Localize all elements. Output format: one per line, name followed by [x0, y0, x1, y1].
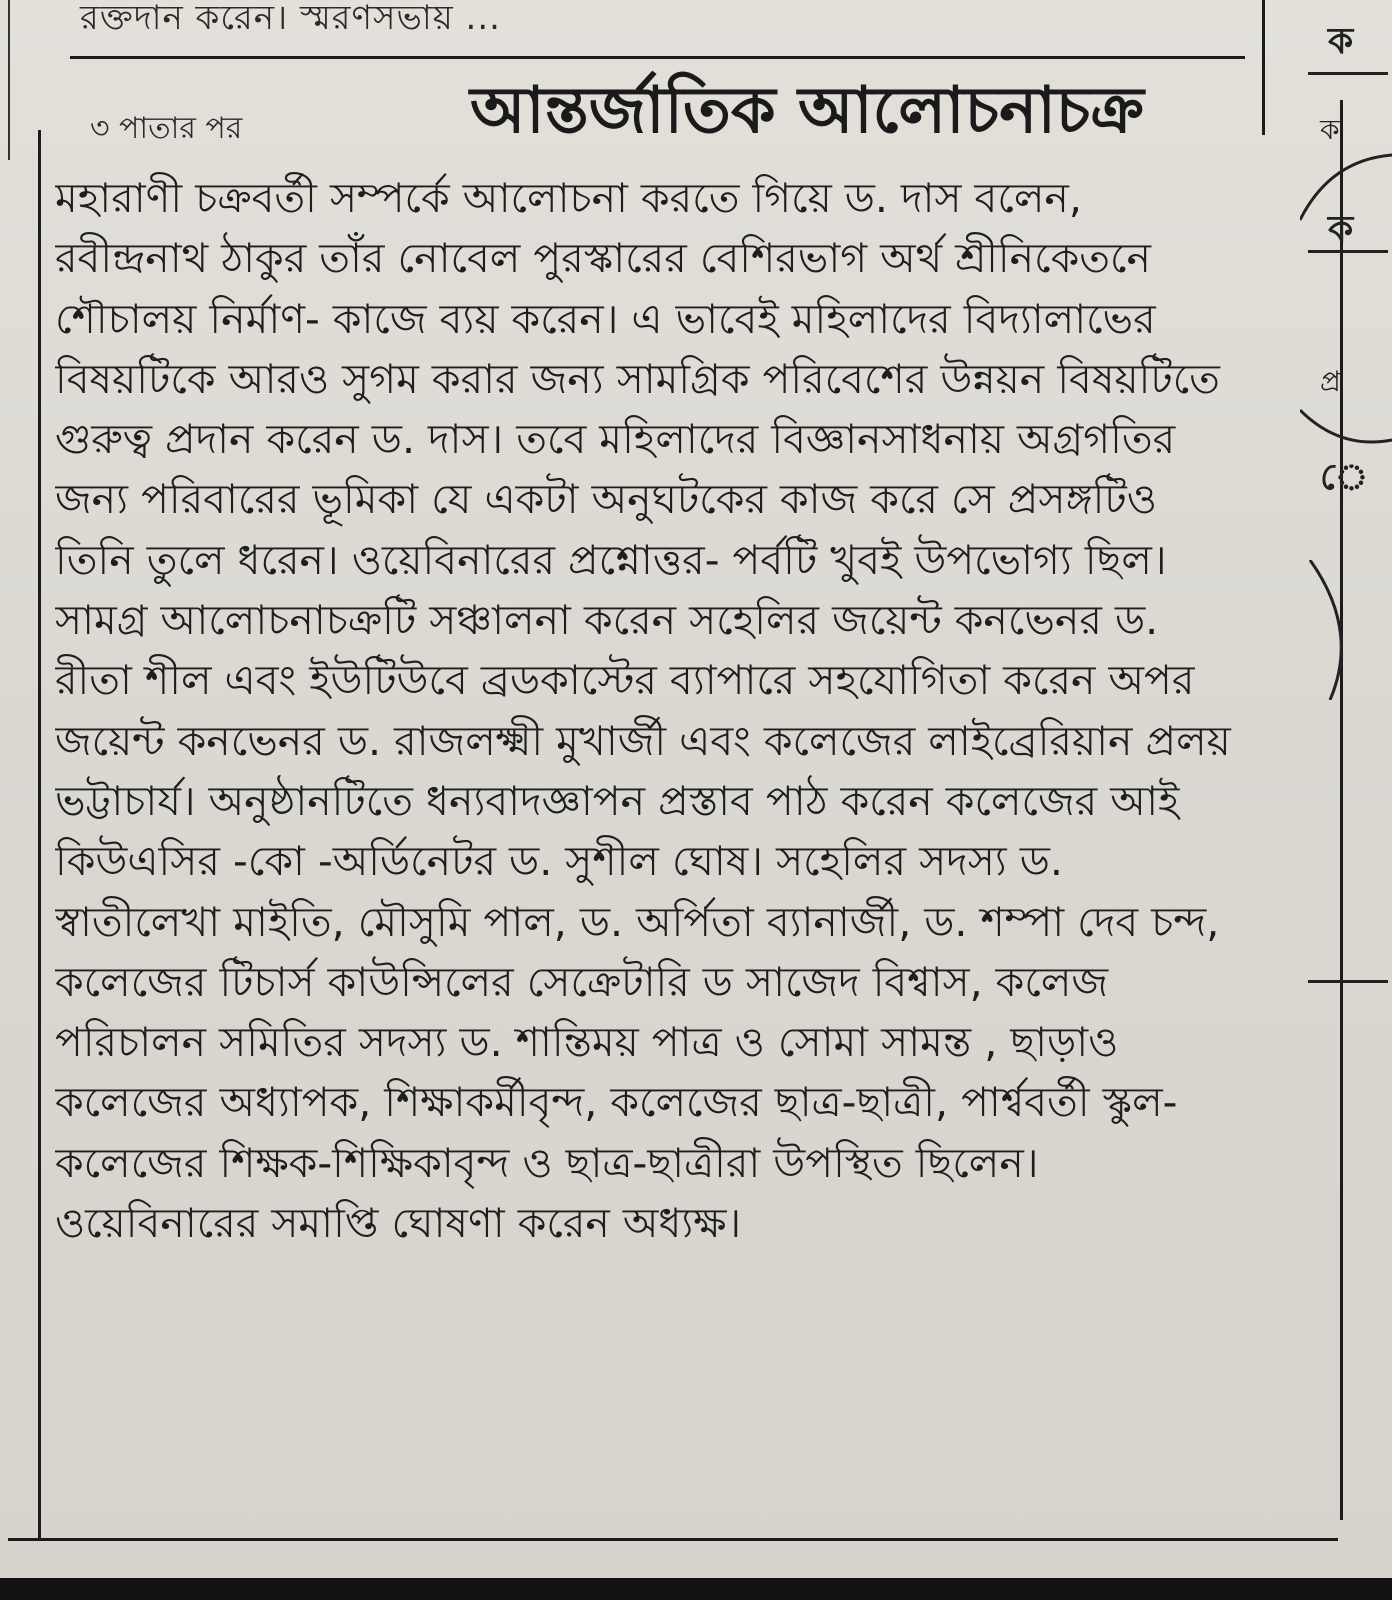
adjacent-box — [1308, 950, 1388, 983]
adjacent-column — [1300, 0, 1392, 1560]
article-line: রীতা শীল এবং ইউটিউবে ব্রডকাস্টের ব্যাপারে সহযোগিতা করেন অপর — [55, 656, 1195, 705]
article-line: কলেজের অধ্যাপক, শিক্ষাকর্মীবৃন্দ, কলেজের ছাত্র-ছাত্রী, পার্শ্ববর্তী স্কুল- — [55, 1078, 1178, 1127]
adjacent-fragment: ক — [1320, 113, 1340, 146]
article-line: স্বাতীলেখা মাইতি, মৌসুমি পাল, ড. অর্পিতা ব্যানার্জী, ড. শম্পা দেব চন্দ, — [55, 897, 1220, 946]
adjacent-box — [1308, 190, 1388, 253]
article-body — [55, 168, 1315, 1253]
adjacent-fragment: ক — [1328, 209, 1354, 250]
article-header — [80, 62, 1260, 152]
adjacent-fragment: প্র — [1320, 365, 1341, 398]
article-line: রবীন্দ্রনাথ ঠাকুর তাঁর নোবেল পুরস্কারের বেশিরভাগ অর্থ শ্রীনিকেতনে — [55, 234, 1151, 283]
adjacent-fragment: ে — [1320, 457, 1369, 498]
bottom-black-band — [0, 1578, 1392, 1600]
adjacent-curve — [1300, 560, 1392, 700]
article-line: বিষয়টিকে আরও সুগম করার জন্য সামগ্রিক পরিবেশের উন্নয়ন বিষয়টিতে — [55, 354, 1220, 403]
article-line: ভট্টাচার্য। অনুষ্ঠানটিতে ধন্যবাদজ্ঞাপন প্রস্তাব পাঠ করেন কলেজের আই — [55, 776, 1180, 825]
article-line: কলেজের শিক্ষক-শিক্ষিকাবৃন্দ ও ছাত্র-ছাত্রীরা উপস্থিত ছিলেন। — [55, 1138, 1039, 1187]
article-line: জয়েন্ট কনভেনর ড. রাজলক্ষ্মী মুখার্জী এবং কলেজের লাইব্রেরিয়ান প্রলয় — [55, 716, 1231, 765]
article-line: মহারাণী চক্রবর্তী সম্পর্কে আলোচনা করতে গিয়ে ড. দাস বলেন, — [55, 174, 1082, 222]
article-line: সামগ্র আলোচনাচক্রটি সঞ্চালনা করেন সহেলির জয়েন্ট কনভেনর ড. — [55, 596, 1159, 645]
bottom-divider-rule — [8, 1538, 1338, 1541]
previous-article-fragment — [60, 0, 1240, 52]
previous-article-text: রক্তদান করেন। স্মরণসভায় ... — [80, 0, 501, 38]
article-line: কিউএসির -কো -অর্ডিনেটর ড. সুশীল ঘোষ। সহেলির সদস্য ড. — [55, 837, 1063, 886]
article-line: ওয়েবিনারের সমাপ্তি ঘোষণা করেন অধ্যক্ষ। — [55, 1199, 742, 1248]
article-line: কলেজের টিচার্স কাউন্সিলের সেক্রেটারি ড সাজেদ বিশ্বাস, কলেজ — [55, 957, 1109, 1006]
continuation-label: ৩ পাতার পর — [90, 111, 243, 146]
left-column-rule — [38, 130, 41, 1540]
article-line: পরিচালন সমিতির সদস্য ড. শান্তিময় পাত্র ও সোমা সামন্ত , ছাড়াও — [55, 1018, 1119, 1067]
article-line: শৌচালয় নির্মাণ- কাজে ব্যয় করেন। এ ভাবেই মহিলাদের বিদ্যালাভের — [55, 294, 1156, 343]
article-line: গুরুত্ব প্রদান করেন ড. দাস। তবে মহিলাদের বিজ্ঞানসাধনায় অগ্রগতির — [55, 415, 1176, 464]
article-line: জন্য পরিবারের ভূমিকা যে একটা অনুঘটকের কাজ করে সে প্রসঙ্গটিও — [55, 475, 1157, 524]
top-divider-rule — [70, 56, 1245, 59]
headline: আন্তর্জাতিক আলোচনাচক্র — [470, 74, 1144, 148]
article-line: তিনি তুলে ধরেন। ওয়েবিনারের প্রশ্নোত্তর- পর্বটি খুবই উপভোগ্য ছিল। — [55, 535, 1167, 584]
adjacent-fragment: ক — [1328, 21, 1354, 62]
right-header-rule — [1262, 0, 1265, 135]
left-edge-rule — [8, 0, 10, 160]
adjacent-box — [1308, 0, 1388, 75]
